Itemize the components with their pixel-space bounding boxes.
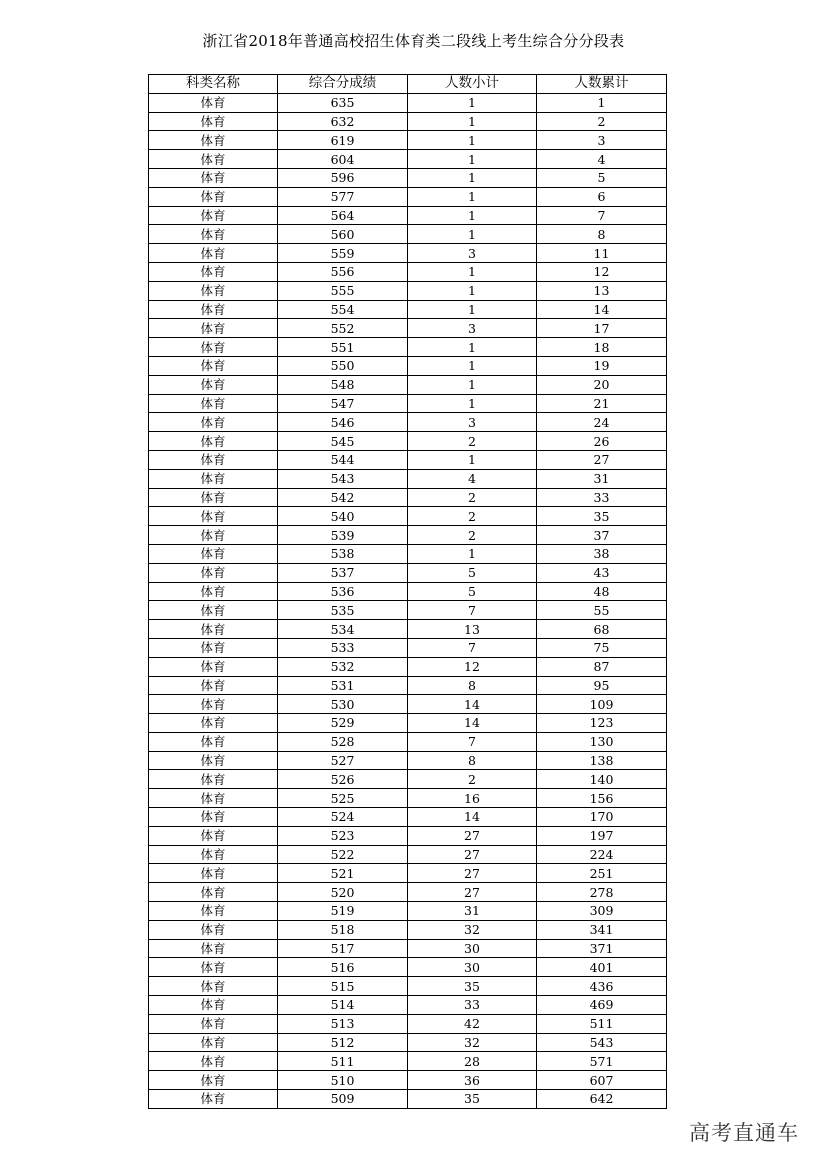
cell-cumulative: 13	[537, 281, 667, 300]
cell-count: 2	[408, 432, 537, 451]
cell-category: 体育	[149, 338, 278, 357]
cell-cumulative: 7	[537, 206, 667, 225]
cell-score: 547	[278, 394, 408, 413]
cell-score: 559	[278, 244, 408, 263]
table-row	[149, 488, 667, 507]
cell-score: 509	[278, 1090, 408, 1109]
table-row	[149, 1090, 667, 1109]
cell-score: 537	[278, 563, 408, 582]
cell-score: 528	[278, 732, 408, 751]
cell-category: 体育	[149, 977, 278, 996]
cell-category: 体育	[149, 826, 278, 845]
cell-score: 534	[278, 620, 408, 639]
table-row	[149, 883, 667, 902]
cell-cumulative: 48	[537, 582, 667, 601]
cell-cumulative: 87	[537, 657, 667, 676]
table-row	[149, 544, 667, 563]
table-row	[149, 845, 667, 864]
cell-cumulative: 436	[537, 977, 667, 996]
cell-category: 体育	[149, 244, 278, 263]
cell-cumulative: 371	[537, 939, 667, 958]
table-row	[149, 131, 667, 150]
cell-score: 536	[278, 582, 408, 601]
cell-category: 体育	[149, 563, 278, 582]
cell-cumulative: 197	[537, 826, 667, 845]
cell-category: 体育	[149, 845, 278, 864]
cell-cumulative: 24	[537, 413, 667, 432]
cell-category: 体育	[149, 958, 278, 977]
cell-category: 体育	[149, 676, 278, 695]
cell-cumulative: 8	[537, 225, 667, 244]
cell-cumulative: 130	[537, 732, 667, 751]
cell-score: 560	[278, 225, 408, 244]
cell-count: 1	[408, 300, 537, 319]
cell-category: 体育	[149, 375, 278, 394]
cell-score: 526	[278, 770, 408, 789]
cell-count: 27	[408, 864, 537, 883]
table-row	[149, 996, 667, 1015]
cell-category: 体育	[149, 657, 278, 676]
cell-count: 28	[408, 1052, 537, 1071]
table-row	[149, 977, 667, 996]
cell-score: 552	[278, 319, 408, 338]
cell-category: 体育	[149, 1033, 278, 1052]
cell-score: 522	[278, 845, 408, 864]
cell-score: 619	[278, 131, 408, 150]
cell-category: 体育	[149, 413, 278, 432]
table-row	[149, 338, 667, 357]
cell-score: 545	[278, 432, 408, 451]
cell-category: 体育	[149, 751, 278, 770]
cell-cumulative: 17	[537, 319, 667, 338]
cell-category: 体育	[149, 920, 278, 939]
cell-score: 514	[278, 996, 408, 1015]
cell-score: 539	[278, 526, 408, 545]
cell-score: 538	[278, 544, 408, 563]
table-row	[149, 638, 667, 657]
cell-score: 548	[278, 375, 408, 394]
cell-score: 632	[278, 112, 408, 131]
cell-cumulative: 607	[537, 1071, 667, 1090]
cell-category: 体育	[149, 300, 278, 319]
cell-score: 512	[278, 1033, 408, 1052]
table-body	[149, 93, 667, 1108]
table-row	[149, 319, 667, 338]
cell-category: 体育	[149, 883, 278, 902]
cell-count: 35	[408, 1090, 537, 1109]
cell-count: 1	[408, 450, 537, 469]
cell-count: 1	[408, 375, 537, 394]
header-score: 综合分成绩	[278, 75, 408, 94]
cell-category: 体育	[149, 808, 278, 827]
cell-cumulative: 309	[537, 902, 667, 921]
cell-category: 体育	[149, 469, 278, 488]
cell-score: 518	[278, 920, 408, 939]
cell-category: 体育	[149, 319, 278, 338]
cell-cumulative: 27	[537, 450, 667, 469]
cell-category: 体育	[149, 93, 278, 112]
table-row	[149, 206, 667, 225]
cell-count: 2	[408, 507, 537, 526]
table-row	[149, 413, 667, 432]
cell-score: 550	[278, 356, 408, 375]
cell-cumulative: 12	[537, 262, 667, 281]
cell-category: 体育	[149, 582, 278, 601]
table-row	[149, 187, 667, 206]
cell-cumulative: 38	[537, 544, 667, 563]
cell-count: 7	[408, 732, 537, 751]
cell-count: 1	[408, 225, 537, 244]
table-row	[149, 582, 667, 601]
cell-category: 体育	[149, 168, 278, 187]
cell-category: 体育	[149, 996, 278, 1015]
table-row	[149, 281, 667, 300]
cell-score: 533	[278, 638, 408, 657]
cell-score: 532	[278, 657, 408, 676]
cell-score: 604	[278, 150, 408, 169]
cell-score: 520	[278, 883, 408, 902]
cell-score: 577	[278, 187, 408, 206]
cell-count: 2	[408, 488, 537, 507]
cell-cumulative: 571	[537, 1052, 667, 1071]
table-row	[149, 939, 667, 958]
header-category: 科类名称	[149, 75, 278, 94]
page-title: 浙江省2018年普通高校招生体育类二段线上考生综合分分段表	[202, 32, 625, 50]
cell-cumulative: 21	[537, 394, 667, 413]
cell-cumulative: 31	[537, 469, 667, 488]
cell-category: 体育	[149, 112, 278, 131]
cell-count: 1	[408, 356, 537, 375]
cell-count: 31	[408, 902, 537, 921]
cell-count: 1	[408, 281, 537, 300]
cell-category: 体育	[149, 450, 278, 469]
cell-count: 1	[408, 544, 537, 563]
cell-score: 525	[278, 789, 408, 808]
cell-category: 体育	[149, 1014, 278, 1033]
cell-count: 1	[408, 338, 537, 357]
cell-score: 519	[278, 902, 408, 921]
cell-score: 524	[278, 808, 408, 827]
table-row	[149, 826, 667, 845]
cell-score: 564	[278, 206, 408, 225]
cell-score: 521	[278, 864, 408, 883]
cell-count: 3	[408, 319, 537, 338]
table-row	[149, 620, 667, 639]
cell-score: 529	[278, 714, 408, 733]
cell-count: 5	[408, 582, 537, 601]
cell-count: 12	[408, 657, 537, 676]
table-row	[149, 695, 667, 714]
cell-score: 523	[278, 826, 408, 845]
table-row	[149, 958, 667, 977]
cell-count: 1	[408, 394, 537, 413]
cell-category: 体育	[149, 638, 278, 657]
cell-score: 510	[278, 1071, 408, 1090]
cell-cumulative: 109	[537, 695, 667, 714]
cell-category: 体育	[149, 281, 278, 300]
cell-count: 7	[408, 638, 537, 657]
cell-category: 体育	[149, 601, 278, 620]
cell-category: 体育	[149, 902, 278, 921]
cell-cumulative: 5	[537, 168, 667, 187]
table-row	[149, 864, 667, 883]
cell-score: 535	[278, 601, 408, 620]
cell-cumulative: 2	[537, 112, 667, 131]
cell-cumulative: 511	[537, 1014, 667, 1033]
table-row	[149, 714, 667, 733]
table-row	[149, 920, 667, 939]
cell-count: 1	[408, 150, 537, 169]
table-row	[149, 225, 667, 244]
table-row	[149, 526, 667, 545]
cell-cumulative: 543	[537, 1033, 667, 1052]
cell-category: 体育	[149, 695, 278, 714]
cell-score: 544	[278, 450, 408, 469]
cell-score: 546	[278, 413, 408, 432]
table-row	[149, 432, 667, 451]
cell-score: 554	[278, 300, 408, 319]
table-row	[149, 507, 667, 526]
table-row	[149, 751, 667, 770]
table-row	[149, 394, 667, 413]
table-row	[149, 902, 667, 921]
cell-cumulative: 123	[537, 714, 667, 733]
cell-category: 体育	[149, 620, 278, 639]
cell-count: 32	[408, 920, 537, 939]
table-row	[149, 112, 667, 131]
table-row	[149, 375, 667, 394]
cell-count: 27	[408, 826, 537, 845]
cell-count: 32	[408, 1033, 537, 1052]
cell-cumulative: 19	[537, 356, 667, 375]
cell-count: 30	[408, 958, 537, 977]
watermark-logo-text: 高考直通车	[689, 1121, 799, 1145]
cell-category: 体育	[149, 544, 278, 563]
cell-category: 体育	[149, 432, 278, 451]
cell-score: 635	[278, 93, 408, 112]
table-row	[149, 770, 667, 789]
cell-count: 42	[408, 1014, 537, 1033]
cell-cumulative: 6	[537, 187, 667, 206]
cell-count: 3	[408, 244, 537, 263]
cell-category: 体育	[149, 225, 278, 244]
table-row	[149, 676, 667, 695]
cell-category: 体育	[149, 1052, 278, 1071]
cell-count: 2	[408, 526, 537, 545]
cell-score: 515	[278, 977, 408, 996]
cell-count: 1	[408, 131, 537, 150]
table-row	[149, 808, 667, 827]
cell-cumulative: 1	[537, 93, 667, 112]
table-row	[149, 300, 667, 319]
cell-count: 27	[408, 845, 537, 864]
cell-cumulative: 68	[537, 620, 667, 639]
cell-count: 13	[408, 620, 537, 639]
cell-category: 体育	[149, 488, 278, 507]
cell-score: 556	[278, 262, 408, 281]
cell-score: 516	[278, 958, 408, 977]
cell-score: 555	[278, 281, 408, 300]
cell-category: 体育	[149, 150, 278, 169]
cell-cumulative: 26	[537, 432, 667, 451]
table-header-row	[149, 75, 667, 94]
header-count: 人数小计	[408, 75, 537, 94]
cell-cumulative: 140	[537, 770, 667, 789]
table-row	[149, 356, 667, 375]
table-row	[149, 1033, 667, 1052]
cell-cumulative: 14	[537, 300, 667, 319]
cell-cumulative: 401	[537, 958, 667, 977]
table-row	[149, 450, 667, 469]
cell-count: 33	[408, 996, 537, 1015]
cell-category: 体育	[149, 732, 278, 751]
cell-count: 4	[408, 469, 537, 488]
cell-score: 530	[278, 695, 408, 714]
table-row	[149, 732, 667, 751]
header-cumulative: 人数累计	[537, 75, 667, 94]
cell-count: 1	[408, 187, 537, 206]
cell-cumulative: 75	[537, 638, 667, 657]
table-row	[149, 657, 667, 676]
cell-cumulative: 251	[537, 864, 667, 883]
cell-count: 30	[408, 939, 537, 958]
cell-cumulative: 138	[537, 751, 667, 770]
cell-cumulative: 33	[537, 488, 667, 507]
cell-cumulative: 55	[537, 601, 667, 620]
table-row	[149, 168, 667, 187]
cell-count: 3	[408, 413, 537, 432]
cell-cumulative: 43	[537, 563, 667, 582]
table-row	[149, 601, 667, 620]
cell-score: 527	[278, 751, 408, 770]
cell-count: 8	[408, 676, 537, 695]
cell-category: 体育	[149, 262, 278, 281]
cell-count: 14	[408, 714, 537, 733]
cell-cumulative: 35	[537, 507, 667, 526]
cell-cumulative: 170	[537, 808, 667, 827]
cell-cumulative: 37	[537, 526, 667, 545]
cell-score: 542	[278, 488, 408, 507]
cell-cumulative: 341	[537, 920, 667, 939]
cell-category: 体育	[149, 206, 278, 225]
cell-category: 体育	[149, 714, 278, 733]
score-distribution-table	[148, 74, 667, 1109]
cell-cumulative: 3	[537, 131, 667, 150]
cell-score: 543	[278, 469, 408, 488]
table-row	[149, 1052, 667, 1071]
cell-cumulative: 224	[537, 845, 667, 864]
table-row	[149, 93, 667, 112]
cell-count: 16	[408, 789, 537, 808]
table-row	[149, 150, 667, 169]
cell-category: 体育	[149, 394, 278, 413]
cell-cumulative: 278	[537, 883, 667, 902]
cell-score: 511	[278, 1052, 408, 1071]
cell-cumulative: 20	[537, 375, 667, 394]
cell-count: 14	[408, 695, 537, 714]
cell-cumulative: 18	[537, 338, 667, 357]
cell-count: 8	[408, 751, 537, 770]
table-row	[149, 1071, 667, 1090]
table-row	[149, 563, 667, 582]
cell-cumulative: 469	[537, 996, 667, 1015]
table-row	[149, 1014, 667, 1033]
cell-category: 体育	[149, 770, 278, 789]
cell-cumulative: 11	[537, 244, 667, 263]
cell-score: 531	[278, 676, 408, 695]
cell-count: 2	[408, 770, 537, 789]
cell-category: 体育	[149, 789, 278, 808]
cell-count: 7	[408, 601, 537, 620]
cell-category: 体育	[149, 939, 278, 958]
cell-score: 551	[278, 338, 408, 357]
cell-category: 体育	[149, 131, 278, 150]
cell-count: 1	[408, 168, 537, 187]
cell-count: 5	[408, 563, 537, 582]
cell-category: 体育	[149, 187, 278, 206]
cell-count: 14	[408, 808, 537, 827]
cell-count: 1	[408, 206, 537, 225]
cell-category: 体育	[149, 1071, 278, 1090]
cell-count: 27	[408, 883, 537, 902]
cell-cumulative: 642	[537, 1090, 667, 1109]
cell-cumulative: 156	[537, 789, 667, 808]
cell-cumulative: 95	[537, 676, 667, 695]
cell-score: 517	[278, 939, 408, 958]
cell-category: 体育	[149, 356, 278, 375]
cell-category: 体育	[149, 507, 278, 526]
cell-score: 513	[278, 1014, 408, 1033]
table-row	[149, 244, 667, 263]
table-row	[149, 469, 667, 488]
cell-category: 体育	[149, 864, 278, 883]
cell-score: 596	[278, 168, 408, 187]
cell-count: 36	[408, 1071, 537, 1090]
cell-count: 35	[408, 977, 537, 996]
table-row	[149, 262, 667, 281]
cell-count: 1	[408, 262, 537, 281]
cell-cumulative: 4	[537, 150, 667, 169]
cell-count: 1	[408, 112, 537, 131]
cell-category: 体育	[149, 526, 278, 545]
cell-count: 1	[408, 93, 537, 112]
table-row	[149, 789, 667, 808]
cell-score: 540	[278, 507, 408, 526]
cell-category: 体育	[149, 1090, 278, 1109]
